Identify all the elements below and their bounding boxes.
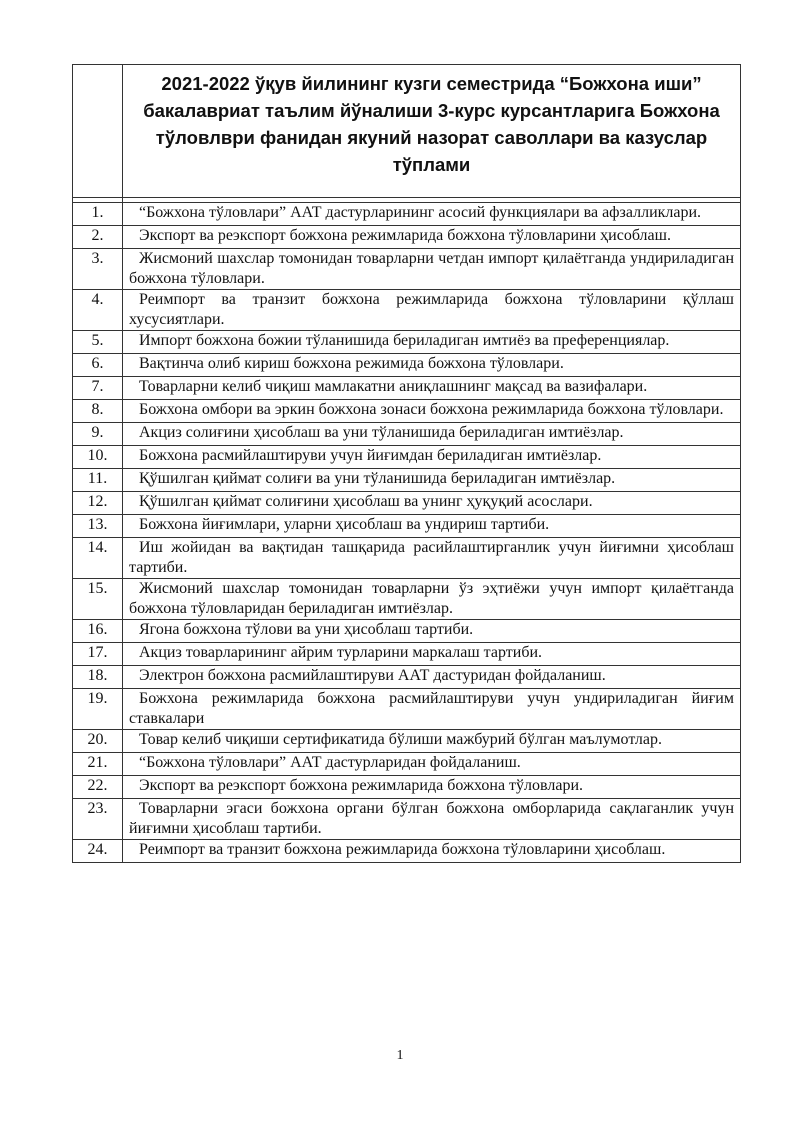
question-number: 3. — [73, 249, 123, 290]
question-number: 23. — [73, 799, 123, 840]
question-row — [73, 799, 741, 840]
question-text: Товарларни келиб чиқиш мамлакатни аниқлашнинг мақсад ва вазифалари. — [123, 377, 741, 400]
question-row — [73, 643, 741, 666]
question-row — [73, 249, 741, 290]
question-row — [73, 515, 741, 538]
question-number: 14. — [73, 538, 123, 579]
question-text: Иш жойидан ва вақтидан ташқарида расийлаштирганлик учун йиғимни ҳисоблаш тартиби. — [123, 538, 741, 579]
question-text: Божхона йиғимлари, уларни ҳисоблаш ва ундириш тартиби. — [123, 515, 741, 538]
question-number: 9. — [73, 423, 123, 446]
question-text: Ягона божхона тўлови ва уни ҳисоблаш тартиби. — [123, 620, 741, 643]
question-text: Божхона расмийлаштируви учун йиғимдан бериладиган имтиёзлар. — [123, 446, 741, 469]
question-text: Электрон божхона расмийлаштируви ААТ дастуридан фойдаланиш. — [123, 666, 741, 689]
question-row — [73, 203, 741, 226]
question-text: Акциз товарларининг айрим турларини маркалаш тартиби. — [123, 643, 741, 666]
question-text: Реимпорт ва транзит божхона режимларида божхона тўловларини қўллаш хусусиятлари. — [123, 290, 741, 331]
question-row — [73, 753, 741, 776]
question-row — [73, 226, 741, 249]
question-row — [73, 689, 741, 730]
question-row — [73, 446, 741, 469]
question-text: Экспорт ва реэкспорт божхона режимларида божхона тўловлари. — [123, 776, 741, 799]
question-number: 4. — [73, 290, 123, 331]
question-text: Вақтинча олиб кириш божхона режимида божхона тўловлари. — [123, 354, 741, 377]
question-number: 12. — [73, 492, 123, 515]
question-text: Акциз солиғини ҳисоблаш ва уни тўланишида бериладиган имтиёзлар. — [123, 423, 741, 446]
question-text: Реимпорт ва транзит божхона режимларида божхона тўловларини ҳисоблаш. — [123, 840, 741, 863]
question-number: 13. — [73, 515, 123, 538]
question-number: 17. — [73, 643, 123, 666]
question-text: Қўшилган қиймат солиғини ҳисоблаш ва унинг ҳуқуқий асослари. — [123, 492, 741, 515]
question-text: Импорт божхона божии тўланишида бериладиган имтиёз ва преференциялар. — [123, 331, 741, 354]
question-number: 10. — [73, 446, 123, 469]
question-row — [73, 377, 741, 400]
question-number: 8. — [73, 400, 123, 423]
question-row — [73, 290, 741, 331]
question-number: 24. — [73, 840, 123, 863]
question-row — [73, 776, 741, 799]
question-text: Товарларни эгаси божхона органи бўлган божхона омборларида сақлаганлик учун йиғимни ҳисоблаш тартиби. — [123, 799, 741, 840]
question-number: 20. — [73, 730, 123, 753]
question-row — [73, 579, 741, 620]
question-row — [73, 840, 741, 863]
question-number: 16. — [73, 620, 123, 643]
question-number: 7. — [73, 377, 123, 400]
question-text: “Божхона тўловлари” ААТ дастурларидан фойдаланиш. — [123, 753, 741, 776]
question-number: 19. — [73, 689, 123, 730]
question-row — [73, 469, 741, 492]
question-number: 11. — [73, 469, 123, 492]
question-number: 22. — [73, 776, 123, 799]
question-text: Жисмоний шахслар томонидан товарларни четдан импорт қилаётганда ундириладиган божхона тўловлари. — [123, 249, 741, 290]
question-number: 15. — [73, 579, 123, 620]
question-number: 18. — [73, 666, 123, 689]
question-number: 5. — [73, 331, 123, 354]
question-row — [73, 400, 741, 423]
question-text: Жисмоний шахслар томонидан товарларни ўз эҳтиёжи учун импорт қилаётганда божхона тўловларидан бериладиган имтиёзлар. — [123, 579, 741, 620]
question-text: Қўшилган қиймат солиғи ва уни тўланишида бериладиган имтиёзлар. — [123, 469, 741, 492]
page-title: 2021-2022 ўқув йилининг кузги семестрида “Божхона иши” бакалавриат таълим йўналиши 3-курс курсантларига Божхона тўловлври фанидан якуний назорат саволлари ва казуслар тўплами — [143, 73, 720, 175]
question-number: 21. — [73, 753, 123, 776]
question-row — [73, 423, 741, 446]
question-number: 2. — [73, 226, 123, 249]
question-text: Божхона режимларида божхона расмийлаштируви учун ундириладиган йиғим ставкалари — [123, 689, 741, 730]
questions-table — [72, 64, 741, 863]
question-row — [73, 666, 741, 689]
question-row — [73, 730, 741, 753]
question-number: 6. — [73, 354, 123, 377]
question-text: Товар келиб чиқиши сертификатида бўлиши мажбурий бўлган маълумотлар. — [123, 730, 741, 753]
question-row — [73, 354, 741, 377]
header-title-cell — [123, 65, 741, 198]
question-text: “Божхона тўловлари” ААТ дастурларининг асосий функциялари ва афзалликлари. — [123, 203, 741, 226]
question-text: Экспорт ва реэкспорт божхона режимларида божхона тўловларини ҳисоблаш. — [123, 226, 741, 249]
page-number: 1 — [396, 1048, 404, 1063]
question-row — [73, 620, 741, 643]
header-empty-cell — [73, 65, 123, 198]
question-row — [73, 331, 741, 354]
question-row — [73, 492, 741, 515]
question-text: Божхона омбори ва эркин божхона зонаси божхона режимларида божхона тўловлари. — [123, 400, 741, 423]
question-row — [73, 538, 741, 579]
header-row — [73, 65, 741, 198]
question-number: 1. — [73, 203, 123, 226]
